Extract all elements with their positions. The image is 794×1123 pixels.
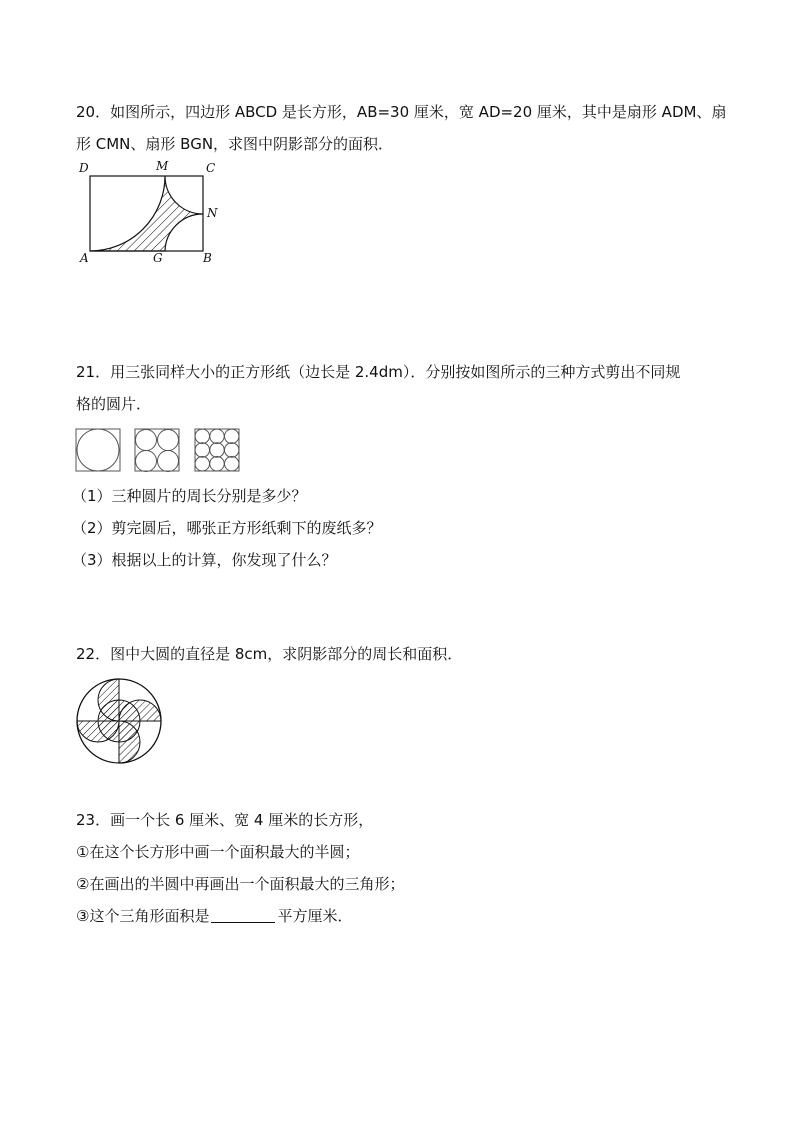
label-a: A xyxy=(80,251,89,265)
q21-text-line2: 格的圆片． xyxy=(76,395,152,413)
q23-step2: ②在画出的半圆中再画出一个面积最大的三角形； xyxy=(76,875,405,893)
q20-text-line1: 20．如图所示，四边形 ABCD 是长方形，AB=30 厘米，宽 AD=20 厘米，其中是扇形 ADM、扇 xyxy=(76,103,727,121)
label-n: N xyxy=(207,206,218,220)
q21-text-line1: 21．用三张同样大小的正方形纸（边长是 2.4dm）．分别按如图所示的三种方式剪出不同规 xyxy=(76,363,681,381)
label-g: G xyxy=(153,251,163,265)
q21-square-four-circles xyxy=(135,429,179,472)
label-c: C xyxy=(206,161,216,175)
label-m: M xyxy=(156,159,169,173)
q20-text-line2: 形 CMN、扇形 BGN，求图中阴影部分的面积． xyxy=(76,135,394,153)
q21-square-figures xyxy=(76,428,246,474)
q23-step3-prefix: ③这个三角形面积是 xyxy=(76,907,210,925)
q23-step1: ①在这个长方形中画一个面积最大的半圆； xyxy=(76,843,360,861)
q23-text-line1: 23．画一个长 6 厘米、宽 4 厘米的长方形， xyxy=(76,811,374,829)
q20-shaded-region xyxy=(90,176,203,251)
label-b: B xyxy=(203,251,212,265)
q21-square-nine-circles xyxy=(195,429,239,471)
q23-answer-blank[interactable] xyxy=(211,908,275,923)
q22-circle-diagram xyxy=(76,678,164,766)
q23-step3 xyxy=(76,906,352,926)
label-d: D xyxy=(79,161,89,175)
q22-text-line1: 22．图中大圆的直径是 8cm，求阴影部分的周长和面积． xyxy=(76,645,463,663)
q21-sub1: （1）三种圆片的周长分别是多少？ xyxy=(72,487,307,505)
q21-square-one-circle xyxy=(76,429,120,471)
q20-rectangle-diagram xyxy=(76,156,226,266)
q21-sub3: （3）根据以上的计算，你发现了什么？ xyxy=(72,551,337,569)
q23-step3-suffix: 平方厘米． xyxy=(277,907,353,925)
q21-sub2: （2）剪完圆后，哪张正方形纸剩下的废纸多？ xyxy=(72,519,382,537)
